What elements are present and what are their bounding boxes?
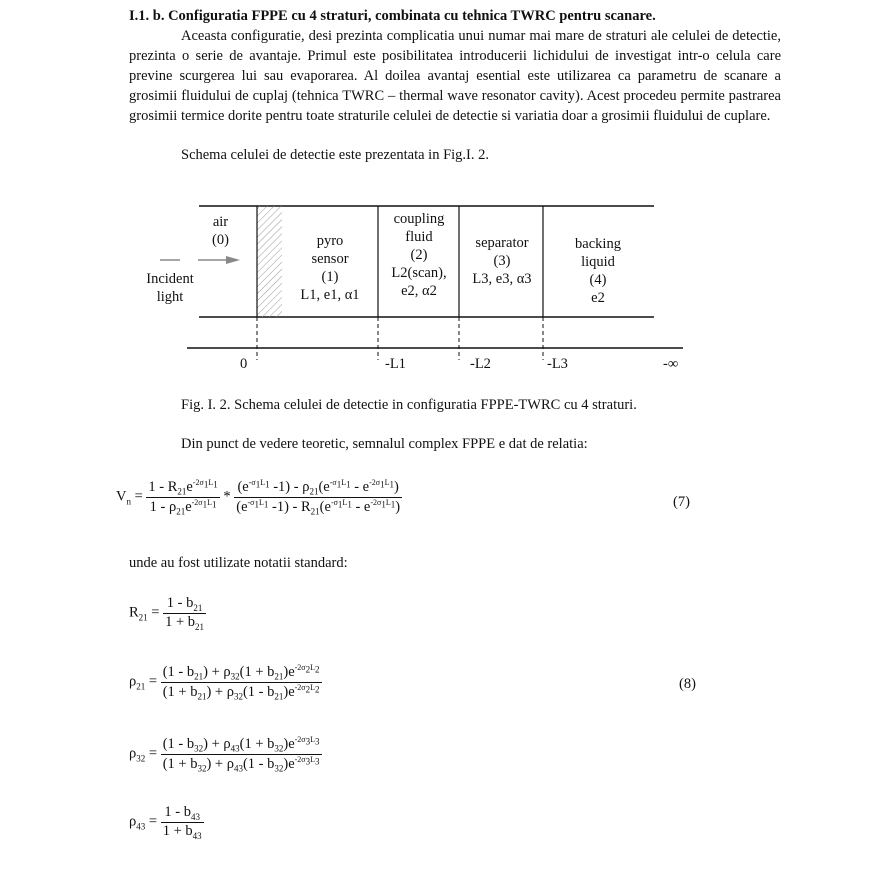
axis-label-L1: -L1 <box>385 356 406 372</box>
layer-separator-label: separator (3) L3, e3, α3 <box>472 235 532 287</box>
axis-label-infinity: -∞ <box>663 356 679 372</box>
hatched-window <box>257 206 282 317</box>
notation-sentence: unde au fost utilizate notatii standard: <box>129 555 348 571</box>
equation-8-number: (8) <box>679 676 696 692</box>
incident-arrow-head <box>226 256 240 264</box>
axis-label-0: 0 <box>240 356 248 372</box>
layer-air-label: air (0) <box>212 214 229 248</box>
intro-paragraph: Aceasta configuratie, desi prezinta complicatia unui numar mai mare de straturi ale celulei de detectie, prezinta o serie de avantaje. Primul este posibilitatea introducerii lichidului de investigat intr-o celula care previne scurgerea lui sau evaporarea. Al doilea avantaj esential este utilizarea ca parametru de scanare a grosimii fluidului de cuplaj (tehnica TWRC – thermal wave resonator cavity). Acest procedeu permite pastrarea grosimii termice dorite pentru toate straturile celulei de detectie si variatia doar a grosimii fluidului de cuplare. <box>129 28 781 124</box>
layer-pyro-label: pyro sensor (1) L1, e1, α1 <box>300 233 360 303</box>
section-heading: I.1. b. Configuratia FPPE cu 4 straturi, combinata cu tehnica TWRC pentru scanare. <box>129 8 656 24</box>
layer-backing-label: backing liquid (4) e2 <box>575 236 621 306</box>
axis-label-L3: -L3 <box>547 356 568 372</box>
equation-rho32: $\rho_{32}$ = $\frac{(1 - b_{32}) + \rho_{43}(1 + b_{32})e^{-2\sigma_3L_3}}{(1 + b_{32}) + \rho_{43}(1 - b_{32})e^{-2\sigma_3L_3}}$ <box>129 735 320 774</box>
incident-light-label: Incident light <box>146 271 194 305</box>
schema-reference: Schema celulei de detectie este prezentata in Fig.I. 2. <box>181 147 489 163</box>
equation-rho43: $\rho_{43}$ = $\frac{1 - b_{43}}{1 + b_{43}}$ <box>129 804 202 841</box>
figure-caption: Fig. I. 2. Schema celulei de detectie in configuratia FPPE-TWRC cu 4 straturi. <box>181 397 637 413</box>
equation-rho21: $\rho_{21}$ = $\frac{(1 - b_{21}) + \rho_{32}(1 + b_{21})e^{-2\sigma_2L_2}}{(1 + b_{21}) + \rho_{32}(1 - b_{21})e^{-2\sigma_2L_2}}$ <box>129 663 320 702</box>
layer-coupling-label: coupling fluid (2) L2(scan), e2, α2 <box>391 211 447 299</box>
theory-sentence: Din punct de vedere teoretic, semnalul complex FPPE e dat de relatia: <box>181 436 588 452</box>
equation-R21: $R_{21}$ = $\frac{1 - b_{21}}{1 + b_{21}}$ <box>129 595 205 632</box>
equation-7: $V_n$ = $\frac{1 - R_{21}e^{-2\sigma_1L_1}}{1 - \rho_{21}e^{-2\sigma_1L_1}}$ * $\frac{(e^{-\sigma_1L_1} -1) - \rho_{21}(e^{-\sigma_1L_1} - e^{-2\sigma_1L_1})}{(e^{-\sigma_1L_1} -1) - R_{21}(e^{-\sigma_1L_1} - e^{-2\sigma_1L_1})}$ <box>116 478 401 517</box>
axis-label-L2: -L2 <box>470 356 491 372</box>
equation-7-number: (7) <box>673 494 690 510</box>
